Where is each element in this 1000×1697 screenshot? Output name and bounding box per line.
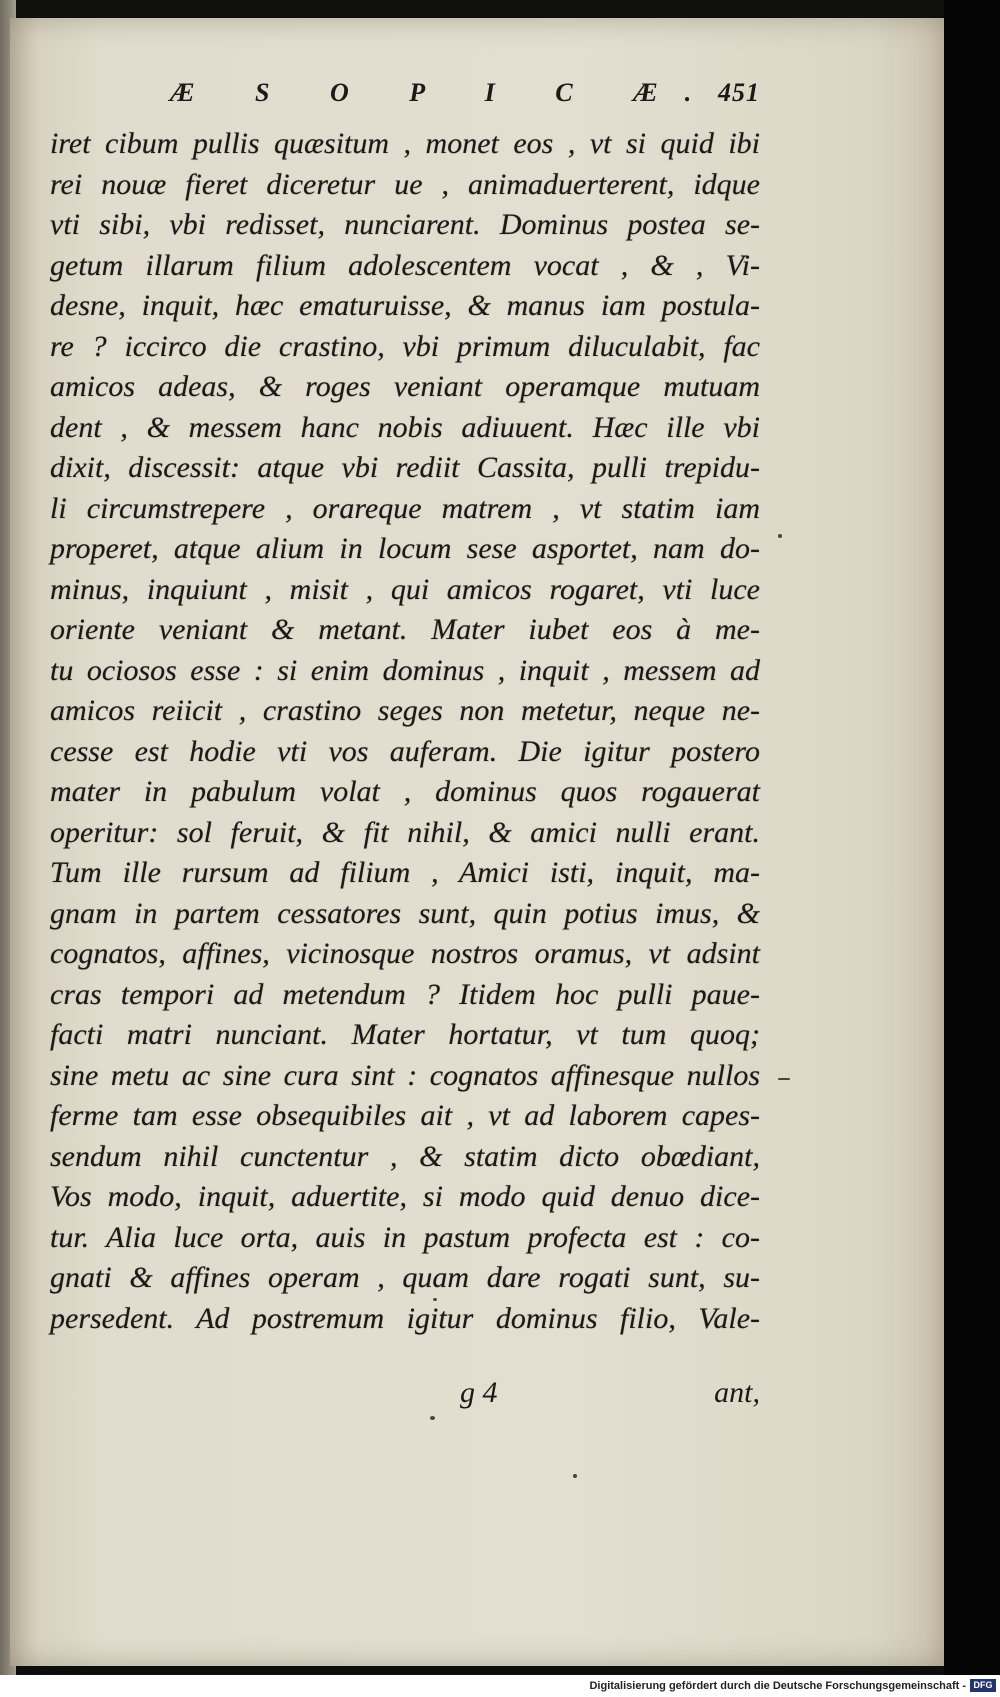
text-line: rei nouæ fieret diceretur ue , animaduerterent, idque xyxy=(50,167,760,201)
text-line: dent , & messem hanc nobis adiuuent. Hæc ille vbi xyxy=(50,410,760,444)
text-line: gnati & affines operam , quam dare rogati sunt, su- xyxy=(50,1261,760,1294)
text-line: cognatos, affines, vicinosque nostros oramus, vt adsint xyxy=(50,937,760,970)
text-line: tur. Alia luce orta, auis in pastum profecta est : co- xyxy=(50,1220,760,1254)
dfg-logo: DFG xyxy=(970,1679,996,1692)
text-line: gnam in partem cessatores sunt, quin potius imus, & xyxy=(50,896,760,930)
text-line: cras tempori ad metendum ? Itidem hoc pulli paue- xyxy=(50,977,760,1011)
paper-speck xyxy=(573,1474,577,1478)
text-line: properet, atque alium in locum sese asportet, nam do- xyxy=(50,532,760,565)
text-line: operitur: sol feruit, & fit nihil, & amici nulli erant. xyxy=(50,815,760,849)
running-head-title: Æ S O P I C Æ. xyxy=(170,78,719,107)
text-line: li circumstrepere , orareque matrem , vt statim iam xyxy=(50,491,760,525)
text-line: facti matri nunciant. Mater hortatur, vt tum quoq; xyxy=(50,1018,760,1051)
running-head xyxy=(170,78,760,114)
text-line: dixit, discessit: atque vbi rediit Cassita, pulli trepidu- xyxy=(50,451,760,484)
paper-speck xyxy=(430,1416,435,1420)
digitization-banner xyxy=(0,1675,1000,1697)
text-line: amicos adeas, & roges veniant operamque mutuam xyxy=(50,370,760,403)
text-line: minus, inquiunt , misit , qui amicos rogaret, vti luce xyxy=(50,572,760,606)
text-line: re ? iccirco die crastino, vbi primum diluculabit, fac xyxy=(50,329,760,363)
text-line: sine metu ac sine cura sint : cognatos affinesque nullos xyxy=(50,1058,760,1092)
text-line: getum illarum filium adolescentem vocat , & , Vi- xyxy=(50,248,760,282)
text-line: iret cibum pullis quæsitum , monet eos , vt si quid ibi xyxy=(50,127,760,160)
page-number: 451 xyxy=(718,78,760,107)
text-line: Vos modo, inquit, aduertite, si modo quid denuo dice- xyxy=(50,1180,760,1213)
signature-mark: g 4 xyxy=(460,1376,498,1409)
page-footer xyxy=(50,1376,760,1416)
text-line: vti sibi, vbi redisset, nunciarent. Dominus postea se- xyxy=(50,208,760,241)
text-line: amicos reiicit , crastino seges non metetur, neque ne- xyxy=(50,694,760,727)
text-block xyxy=(50,124,760,1339)
text-line: mater in pabulum volat , dominus quos rogauerat xyxy=(50,775,760,808)
text-line: persedent. Ad postremum igitur dominus filio, Vale- xyxy=(50,1301,760,1335)
text-line: oriente veniant & metant. Mater iubet eos à me- xyxy=(50,613,760,646)
catchword: ant, xyxy=(714,1376,760,1409)
scan-right-border xyxy=(944,0,1000,1697)
text-line: cesse est hodie vti vos auferam. Die igitur postero xyxy=(50,734,760,768)
text-line: Tum ille rursum ad filium , Amici isti, inquit, ma- xyxy=(50,856,760,889)
text-line: desne, inquit, hæc ematuruisse, & manus iam postula- xyxy=(50,289,760,322)
text-line: sendum nihil cunctentur , & statim dicto obœdiant, xyxy=(50,1139,760,1173)
text-line: tu ociosos esse : si enim dominus , inquit , messem ad xyxy=(50,653,760,687)
paper-speck xyxy=(778,534,782,538)
paper-speck xyxy=(778,1078,790,1080)
digitization-credit: Digitalisierung gefördert durch die Deutsche Forschungsgemeinschaft - xyxy=(589,1680,966,1692)
text-line: ferme tam esse obsequibiles ait , vt ad laborem capes- xyxy=(50,1099,760,1132)
